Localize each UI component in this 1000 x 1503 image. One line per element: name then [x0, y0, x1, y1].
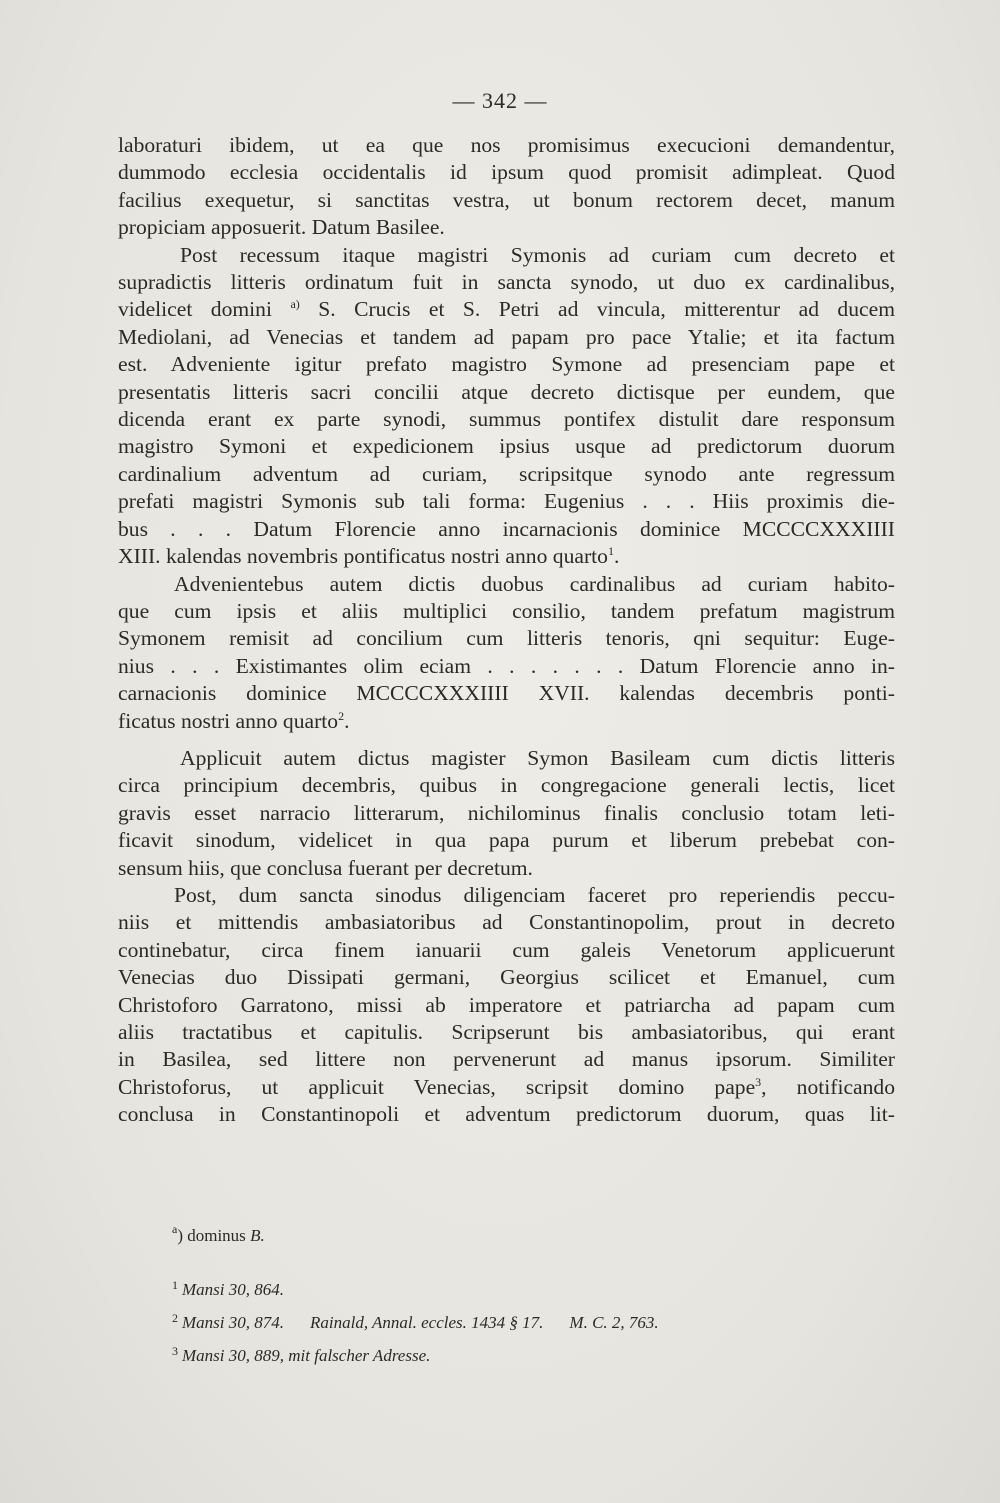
- text-line: presentatis litteris sacri concilii atque decreto dictisque per eundem, que: [118, 379, 895, 404]
- text-line: prefati magistri Symonis sub tali forma: Eugenius . . . Hiis proximis die-: [118, 489, 895, 514]
- footnote: [172, 1337, 892, 1370]
- text-line: propiciam apposuerit. Datum Basilee.: [118, 215, 445, 240]
- text-line: supradictis litteris ordinatum fuit in sancta synodo, ut duo ex cardinalibus,: [118, 270, 895, 295]
- page-number: — 342 —: [452, 88, 548, 113]
- text-line: Venecias duo Dissipati germani, Georgius scilicet et Emanuel, cum: [118, 965, 895, 990]
- footnote-marker: 1: [172, 1278, 178, 1292]
- text-line: [118, 543, 895, 570]
- text-line: Christoforo Garratono, missi ab imperatore et patriarcha ad papam cum: [118, 992, 895, 1017]
- text-line: dummodo ecclesia occidentalis id ipsum quod promisit adimpleat. Quod: [118, 160, 895, 185]
- main-text: [118, 132, 895, 1129]
- text-line: Applicuit autem dictus magister Symon Basileam cum dictis litteris: [180, 745, 895, 770]
- footnote-marker: 2: [338, 708, 345, 723]
- text-line: que cum ipsis et aliis multiplici consilio, tandem prefatum magistrum: [118, 598, 895, 623]
- footnote-a-siglum: B.: [250, 1226, 265, 1245]
- text-line: est. Adveniente igitur prefato magistro Symone ad presenciam pape et: [118, 352, 895, 377]
- text-fragment: S. Crucis et S. Petri ad vincula, mitterentur ad ducem: [318, 297, 895, 322]
- text-line: niis et mittendis ambasiatoribus ad Constantinopolim, prout in decreto: [118, 910, 895, 935]
- text-line: [118, 1074, 895, 1101]
- footnote-marker: 3: [172, 1344, 178, 1358]
- footnote-a-text: ) dominus: [177, 1226, 251, 1245]
- footnote-text: Mansi 30, 889, mit falscher Adresse.: [182, 1346, 431, 1365]
- footnote-a-marker: a: [172, 1222, 178, 1236]
- footnote: [172, 1271, 892, 1304]
- text-line: Advenientebus autem dictis duobus cardinalibus ad curiam habito-: [174, 571, 895, 596]
- text-line: Post recessum itaque magistri Symonis ad curiam cum decreto et: [180, 242, 895, 267]
- text-fragment: , notificando: [761, 1074, 896, 1099]
- footnote-text: Mansi 30, 874.: [182, 1313, 284, 1332]
- text-line: [118, 296, 895, 323]
- text-line: laboraturi ibidem, ut ea que nos promisimus execucioni demandentur,: [118, 133, 895, 157]
- text-line: [118, 708, 895, 735]
- text-line: dicenda erant ex parte synodi, summus pontifex distulit dare responsum: [118, 407, 895, 432]
- text-fragment: Christoforus, ut applicuit Venecias, scripsit domino pape: [118, 1074, 756, 1099]
- footnote-text: M. C. 2, 763.: [569, 1313, 659, 1332]
- text-line: cardinalium adventum ad curiam, scripsitque synodo ante regressum: [118, 461, 895, 486]
- footnote-text: Mansi 30, 864.: [182, 1280, 284, 1299]
- text-fragment: .: [613, 544, 620, 569]
- text-fragment: .: [344, 708, 350, 733]
- text-line: gravis esset narracio litterarum, nichilominus finalis conclusio totam leti-: [118, 800, 895, 825]
- footnote: [172, 1304, 892, 1337]
- text-line: facilius exequetur, si sanctitas vestra, ut bonum rectorem decet, manum: [118, 187, 895, 212]
- text-line: ficavit sinodum, videlicet in qua papa purum et liberum prebebat con-: [118, 828, 895, 853]
- text-line: Mediolani, ad Venecias et tandem ad papam pro pace Ytalie; et ita factum: [118, 324, 895, 349]
- footnote-marker: 1: [607, 544, 614, 559]
- footnote-marker: 3: [755, 1074, 762, 1089]
- footnote-text: Rainald, Annal. eccles. 1434 § 17.: [310, 1313, 544, 1332]
- text-line: Post, dum sancta sinodus diligenciam faceret pro reperiendis peccu-: [174, 882, 895, 907]
- footnote-marker: 2: [172, 1311, 178, 1325]
- text-fragment: ficatus nostri anno quarto: [118, 708, 339, 733]
- text-fragment: videlicet domini: [118, 297, 272, 322]
- text-line: in Basilea, sed littere non pervenerunt ad manus ipsorum. Similiter: [118, 1047, 895, 1072]
- text-line: continebatur, circa finem ianuarii cum galeis Venetorum applicuerunt: [118, 937, 895, 962]
- text-line: carnacionis dominice MCCCCXXXIIII XVII. kalendas decembris ponti-: [118, 681, 895, 706]
- footnotes: [172, 1271, 892, 1370]
- text-line: bus . . . Datum Florencie anno incarnacionis dominice MCCCCXXXIIII: [118, 516, 895, 541]
- text-line: sensum hiis, que conclusa fuerant per decretum.: [118, 855, 533, 880]
- text-line: aliis tractatibus et capitulis. Scripserunt bis ambasiatoribus, qui erant: [118, 1020, 895, 1044]
- text-line: Symonem remisit ad concilium cum litteris tenoris, qni sequitur: Euge-: [118, 626, 895, 651]
- text-fragment: XIII. kalendas novembris pontificatus nostri anno quarto: [118, 544, 608, 569]
- text-line: conclusa in Constantinopoli et adventum predictorum duorum, quas lit-: [118, 1102, 895, 1127]
- footnote-a: [172, 1222, 265, 1246]
- text-line: circa principium decembris, quibus in congregacione generali lectis, licet: [118, 773, 895, 798]
- text-line: nius . . . Existimantes olim eciam . . . . . . . Datum Florencie anno in-: [118, 653, 895, 678]
- text-line: magistro Symoni et expedicionem ipsius usque ad predictorum duorum: [118, 434, 895, 459]
- footnote-marker: a): [290, 297, 300, 312]
